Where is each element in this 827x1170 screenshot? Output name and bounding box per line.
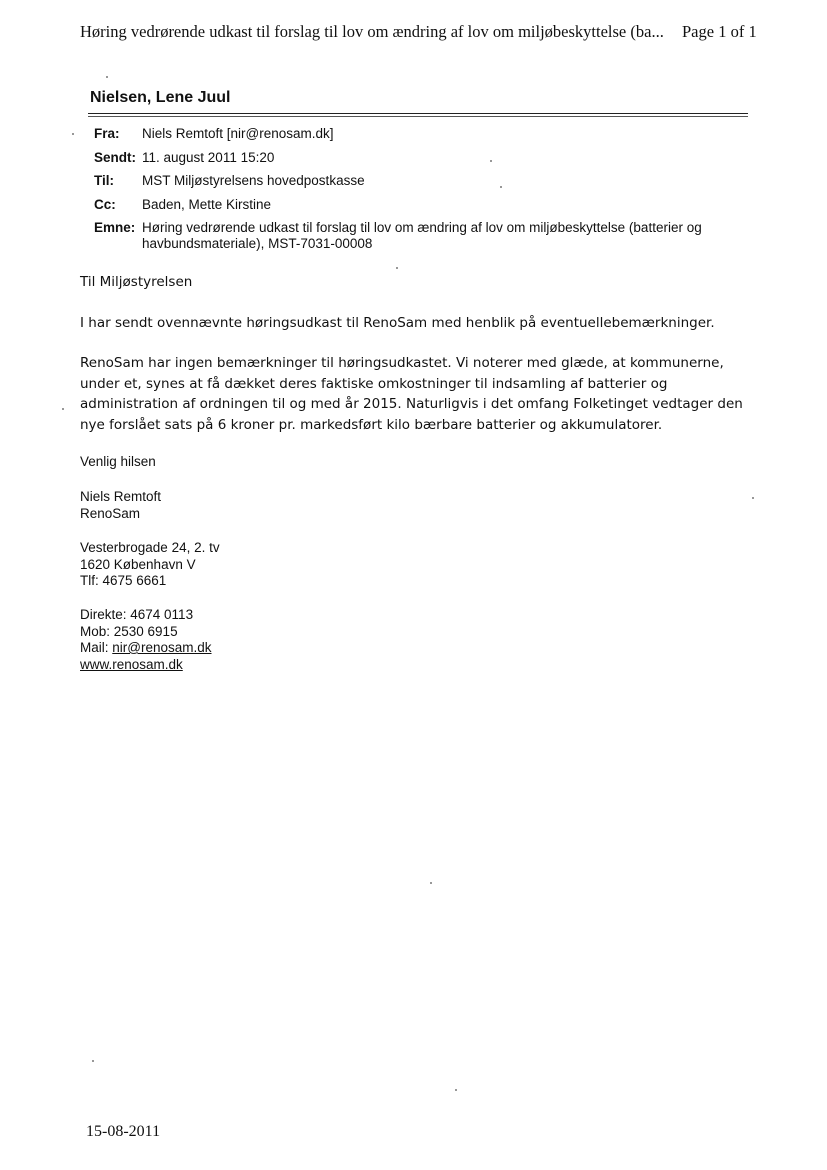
scan-speck [490,160,492,162]
subject-value [142,220,742,252]
to-label: Til: [94,173,114,188]
scan-speck [396,267,398,269]
scan-speck [72,133,74,135]
signature-block [80,489,161,522]
header-subject: Høring vedrørende udkast til forslag til lov om ændring af lov om miljøbeskyttelse (ba... [80,22,664,41]
subject-line-1: Høring vedrørende udkast til forslag til lov om ændring af lov om miljøbeskyttelse (batterier og [142,220,702,235]
sender-name: Nielsen, Lene Juul [90,89,231,106]
scan-speck [455,1089,457,1091]
subject-line-2: havbundsmateriale), MST-7031-00008 [142,236,373,251]
subject-label: Emne: [94,220,136,235]
from-label: Fra: [94,126,120,141]
to-value: MST Miljøstyrelsens hovedpostkasse [142,173,365,188]
mail-line [80,640,212,657]
sent-value: 11. august 2011 15:20 [142,149,275,165]
body-paragraph-2 [80,353,750,435]
scan-speck [430,882,432,884]
salutation: Til Miljøstyrelsen [80,274,193,290]
scan-speck [92,1060,94,1062]
phone-number: Tlf: 4675 6661 [80,573,167,588]
address-street: Vesterbrogade 24, 2. tv [80,540,220,555]
scan-speck [106,76,108,78]
website-link[interactable]: www.renosam.dk [80,656,183,672]
scan-speck [500,186,502,188]
mail-prefix: Mail: [80,640,113,655]
paragraph-line: under et, synes at få dækket deres faktiske omkostninger til indsamling af batterier og [80,375,668,392]
header-rule-secondary [88,116,748,117]
page-number: Page 1 of 1 [682,22,757,41]
address-city: 1620 København V [80,556,196,572]
signature-name: Niels Remtoft [80,489,162,504]
signature-org: RenoSam [80,505,141,521]
from-value: Niels Remtoft [nir@renosam.dk] [142,126,334,141]
paragraph-line: RenoSam har ingen bemærkninger til høringsudkastet. Vi noterer med glæde, at kommunerne, [80,355,724,371]
print-header [80,22,770,42]
header-rule [88,113,748,114]
mobile-number: Mob: 2530 6915 [80,623,178,639]
paragraph-line: nye forslået sats på 6 kroner pr. markedsført kilo bærbare batterier og akkumulatorer. [80,416,663,433]
paragraph-line: administration af ordningen til og med år 2015. Naturligvis i det omfang Folketinget vedtager den [80,396,743,412]
mail-link[interactable]: nir@renosam.dk [112,640,212,655]
body-paragraph-1: I har sendt ovennævnte høringsudkast til RenoSam med henblik på eventuellebemærkninger. [80,315,715,331]
cc-label: Cc: [94,196,116,212]
scan-speck [752,497,754,499]
sent-label: Sendt: [94,149,136,165]
closing-greeting: Venlig hilsen [80,454,156,469]
address-block [80,540,220,590]
cc-value: Baden, Mette Kirstine [142,196,272,212]
scan-speck [62,408,64,410]
direct-number: Direkte: 4674 0113 [80,607,194,622]
contact-block [80,607,212,673]
footer-date: 15-08-2011 [86,1123,161,1140]
